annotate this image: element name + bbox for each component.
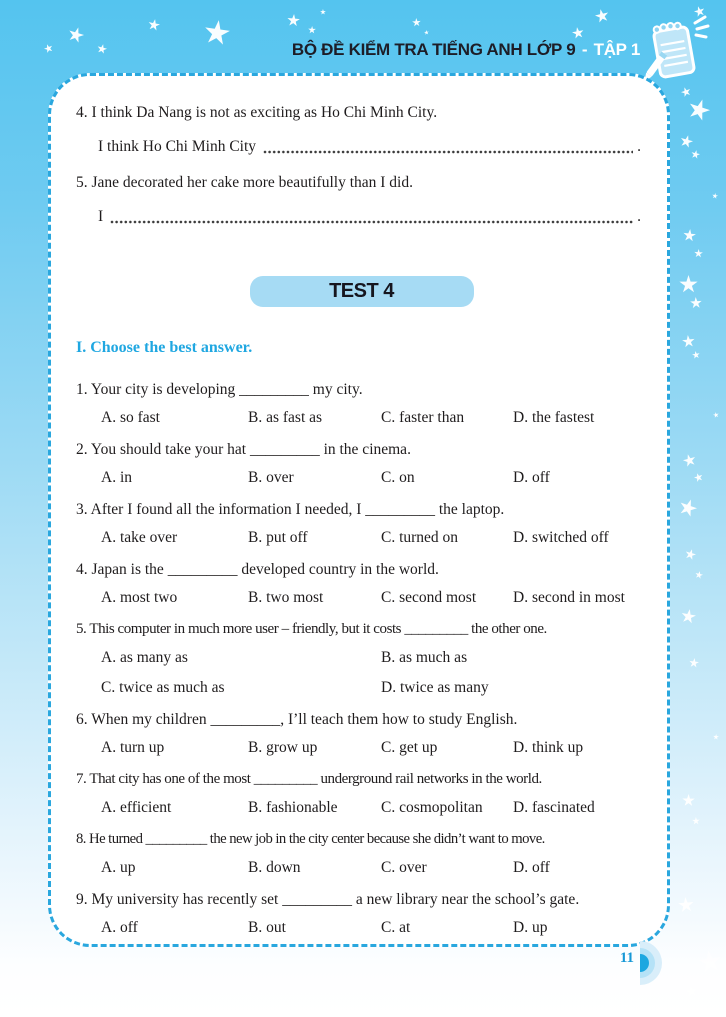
option-a: A. most two: [101, 589, 178, 606]
star-icon: [691, 350, 700, 359]
star-icon: [692, 817, 700, 825]
question-text: 9. My university has recently set _________ a new library near the school’s gate.: [76, 891, 580, 908]
rewrite-question: 4. I think Da Nang is not as exciting as Ho Chi Minh City.: [76, 104, 438, 121]
option-d: D. second in most: [513, 589, 625, 606]
question-block: [76, 889, 647, 938]
option-b: B. as much as: [381, 649, 468, 666]
option-c: C. twice as much as: [101, 679, 225, 696]
star-icon: [679, 134, 695, 150]
bullseye-decoration: [640, 941, 664, 985]
options-row: [101, 737, 647, 758]
star-icon: [684, 548, 698, 562]
option-b: B. down: [248, 859, 301, 876]
star-icon: [286, 13, 300, 27]
star-icon: [712, 193, 719, 200]
rewrite-answer-end: .: [637, 208, 641, 225]
option-c: C. turned on: [381, 529, 459, 546]
question-block: [76, 499, 647, 548]
star-icon: [594, 8, 611, 25]
options-row: [101, 467, 647, 488]
option-c: C. on: [381, 469, 415, 486]
dotted-fill-line: [110, 212, 633, 227]
star-icon: [696, 948, 723, 975]
rewrite-answer-line: [98, 136, 641, 157]
dotted-fill-line: [263, 142, 633, 157]
rewrite-answer-prefix: I: [98, 208, 104, 225]
star-icon: [681, 334, 695, 348]
question-text: 4. Japan is the _________ developed country in the world.: [76, 561, 439, 578]
star-icon: [688, 657, 699, 668]
rewrite-question: 5. Jane decorated her cake more beautifully than I did.: [76, 174, 413, 191]
question-text: 2. You should take your hat _________ in the cinema.: [76, 441, 411, 458]
option-a: A. efficient: [101, 799, 172, 816]
option-a: A. off: [101, 919, 138, 936]
options-grid: [101, 647, 647, 698]
star-icon: [682, 453, 698, 469]
rewrite-answer-line: [98, 206, 641, 227]
option-b: B. out: [248, 919, 286, 936]
star-icon: [308, 26, 316, 34]
options-row: [101, 587, 647, 608]
rewrite-answer-end: .: [637, 138, 641, 155]
option-d: D. up: [513, 919, 548, 936]
star-icon: [712, 411, 719, 418]
option-a: A. take over: [101, 529, 178, 546]
star-icon: [694, 249, 703, 258]
star-icon: [424, 30, 430, 36]
question-block: [76, 379, 647, 428]
question-text: 8. He turned _________ the new job in the city center because she didn’t want to move.: [76, 831, 545, 847]
question-block: [76, 769, 647, 818]
question-text: 3. After I found all the information I needed, I _________ the laptop.: [76, 501, 505, 518]
question-block: [76, 439, 647, 488]
star-icon: [685, 96, 713, 124]
option-d: D. fascinated: [513, 799, 595, 816]
book-title: [0, 40, 640, 60]
option-d: D. think up: [513, 739, 584, 756]
question-block: [76, 559, 647, 608]
star-icon: [677, 896, 694, 913]
star-icon: [147, 18, 161, 32]
star-icon: [694, 570, 704, 580]
question-block: [76, 619, 647, 698]
option-c: C. at: [381, 919, 411, 936]
content-panel: [48, 73, 670, 947]
option-d: D. the fastest: [513, 409, 595, 426]
star-icon: [690, 149, 701, 160]
option-b: B. fashionable: [248, 799, 338, 816]
option-b: B. over: [248, 469, 294, 486]
question-text: 1. Your city is developing _________ my city.: [76, 381, 363, 398]
question-text: 7. That city has one of the most _________ underground rail networks in the world.: [76, 771, 542, 787]
option-a: A. up: [101, 859, 136, 876]
book-title-separator: -: [581, 40, 588, 59]
option-a: A. so fast: [101, 409, 160, 426]
option-a: A. in: [101, 469, 132, 486]
star-icon: [690, 297, 703, 310]
option-a: A. as many as: [101, 649, 188, 666]
rewrite-answer-prefix: I think Ho Chi Minh City: [98, 138, 257, 155]
option-b: B. put off: [248, 529, 308, 546]
star-icon: [412, 18, 422, 28]
option-d: D. twice as many: [381, 679, 489, 696]
option-d: D. off: [513, 859, 550, 876]
option-b: B. two most: [248, 589, 324, 606]
star-icon: [679, 275, 698, 294]
section-heading: I. Choose the best answer.: [76, 339, 253, 356]
options-row: [101, 407, 647, 428]
option-a: A. turn up: [101, 739, 165, 756]
test-badge: TEST 4: [250, 276, 474, 307]
options-row: [101, 917, 647, 938]
star-icon: [693, 472, 704, 483]
star-icon: [320, 9, 326, 15]
option-c: C. cosmopolitan: [381, 799, 483, 816]
option-d: D. switched off: [513, 529, 609, 546]
question-text: 5. This computer in much more user – friendly, but it costs _________ the other one.: [76, 621, 547, 637]
star-icon: [685, 985, 698, 998]
options-row: [101, 857, 647, 878]
question-block: [76, 709, 647, 758]
question-text: 6. When my children _________, I’ll teach them how to study English.: [76, 711, 518, 728]
star-icon: [682, 228, 696, 242]
star-icon: [571, 26, 585, 40]
book-title-volume: TẬP 1: [593, 40, 640, 59]
star-icon: [682, 794, 695, 807]
book-title-main: BỘ ĐỀ KIỂM TRA TIẾNG ANH LỚP 9: [291, 40, 576, 59]
star-icon: [680, 608, 697, 625]
star-icon: [713, 734, 719, 740]
options-row: [101, 797, 647, 818]
page-number: 11: [619, 950, 634, 966]
option-b: B. as fast as: [248, 409, 323, 426]
question-block: [76, 829, 647, 878]
option-c: C. over: [381, 859, 427, 876]
option-c: C. get up: [381, 739, 438, 756]
option-d: D. off: [513, 469, 550, 486]
option-c: C. faster than: [381, 409, 465, 426]
options-row: [101, 527, 647, 548]
star-icon: [677, 497, 700, 520]
question-list: [76, 379, 647, 938]
option-c: C. second most: [381, 589, 477, 606]
option-b: B. grow up: [248, 739, 318, 756]
